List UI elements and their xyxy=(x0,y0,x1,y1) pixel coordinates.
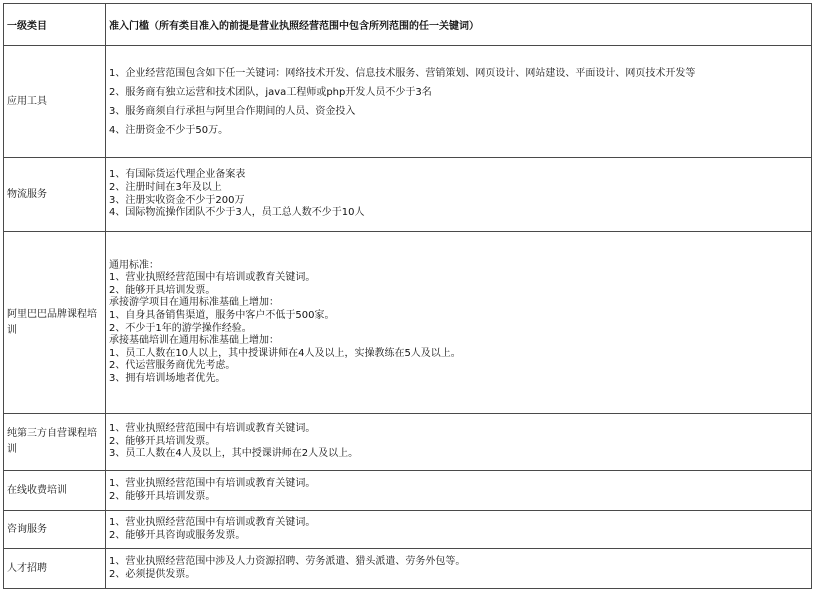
requirement-line: 2、能够开具培训发票。 xyxy=(109,435,216,447)
category-cell: 纯第三方自营课程培训 xyxy=(4,414,106,471)
requirement-line: 1、员工人数在10人以上，其中授课讲师在4人及以上，实操教练在5人及以上。 xyxy=(109,347,461,359)
admission-requirements-table xyxy=(3,3,812,589)
table-row xyxy=(4,232,812,414)
requirement-cell xyxy=(106,46,812,158)
requirement-line: 2、能够开具培训发票。 xyxy=(109,284,216,296)
table-row xyxy=(4,158,812,232)
requirement-line: 2、代运营服务商优先考虑。 xyxy=(109,360,236,372)
requirement-line: 4、注册资金不少于50万。 xyxy=(109,124,229,136)
category-cell: 应用工具 xyxy=(4,46,106,158)
requirement-line: 3、服务商须自行承担与阿里合作期间的人员、资金投入 xyxy=(109,105,356,117)
requirement-line: 1、营业执照经营范围中有培训或教育关键词。 xyxy=(109,516,316,528)
table-row xyxy=(4,549,812,589)
requirement-cell xyxy=(106,549,812,589)
requirement-cell xyxy=(106,158,812,232)
requirement-line: 1、营业执照经营范围中有培训或教育关键词。 xyxy=(109,423,316,435)
requirement-line: 承接基础培训在通用标准基础上增加： xyxy=(109,335,279,347)
requirement-line: 1、营业执照经营范围中涉及人力资源招聘、劳务派遣、猎头派遣、劳务外包等。 xyxy=(109,555,466,567)
requirement-line: 2、服务商有独立运营和技术团队，java工程师或php开发人员不少于3名 xyxy=(109,86,432,98)
requirement-cell xyxy=(106,414,812,471)
requirement-cell xyxy=(106,511,812,549)
requirement-line: 1、有国际货运代理企业备案表 xyxy=(109,169,246,181)
header-category: 一级类目 xyxy=(4,4,106,46)
requirement-line: 3、拥有培训场地者优先。 xyxy=(109,372,226,384)
requirement-line: 1、营业执照经营范围中有培训或教育关键词。 xyxy=(109,272,316,284)
requirement-line: 2、必须提供发票。 xyxy=(109,568,196,580)
requirement-line: 2、能够开具培训发票。 xyxy=(109,490,216,502)
requirement-line: 1、营业执照经营范围中有培训或教育关键词。 xyxy=(109,477,316,489)
table-row xyxy=(4,471,812,511)
requirement-line: 1、企业经营范围包含如下任一关键词：网络技术开发、信息技术服务、营销策划、网页设计、网站建设、平面设计、网页技术开发等 xyxy=(109,67,696,79)
requirement-cell xyxy=(106,471,812,511)
table-row xyxy=(4,414,812,471)
requirement-line: 1、自身具备销售渠道，服务中客户不低于500家。 xyxy=(109,309,335,321)
category-cell: 人才招聘 xyxy=(4,549,106,589)
table-row xyxy=(4,511,812,549)
requirement-line: 2、能够开具咨询或服务发票。 xyxy=(109,529,246,541)
category-cell: 咨询服务 xyxy=(4,511,106,549)
header-requirement: 准入门槛（所有类目准入的前提是营业执照经营范围中包含所列范围的任一关键词） xyxy=(106,4,812,46)
requirement-line: 3、注册实收资金不少于200万 xyxy=(109,194,245,206)
requirement-line: 2、注册时间在3年及以上 xyxy=(109,181,222,193)
category-cell: 物流服务 xyxy=(4,158,106,232)
requirement-line: 2、不少于1年的游学操作经验。 xyxy=(109,322,252,334)
requirement-line: 通用标准： xyxy=(109,259,159,271)
table-header-row xyxy=(4,4,812,46)
requirement-line: 承接游学项目在通用标准基础上增加： xyxy=(109,297,279,309)
table-row xyxy=(4,46,812,158)
requirement-line: 3、员工人数在4人及以上，其中授课讲师在2人及以上。 xyxy=(109,448,359,460)
category-cell: 在线收费培训 xyxy=(4,471,106,511)
requirement-line: 4、国际物流操作团队不少于3人，员工总人数不少于10人 xyxy=(109,207,365,219)
requirement-cell xyxy=(106,232,812,414)
category-cell: 阿里巴巴品牌课程培训 xyxy=(4,232,106,414)
